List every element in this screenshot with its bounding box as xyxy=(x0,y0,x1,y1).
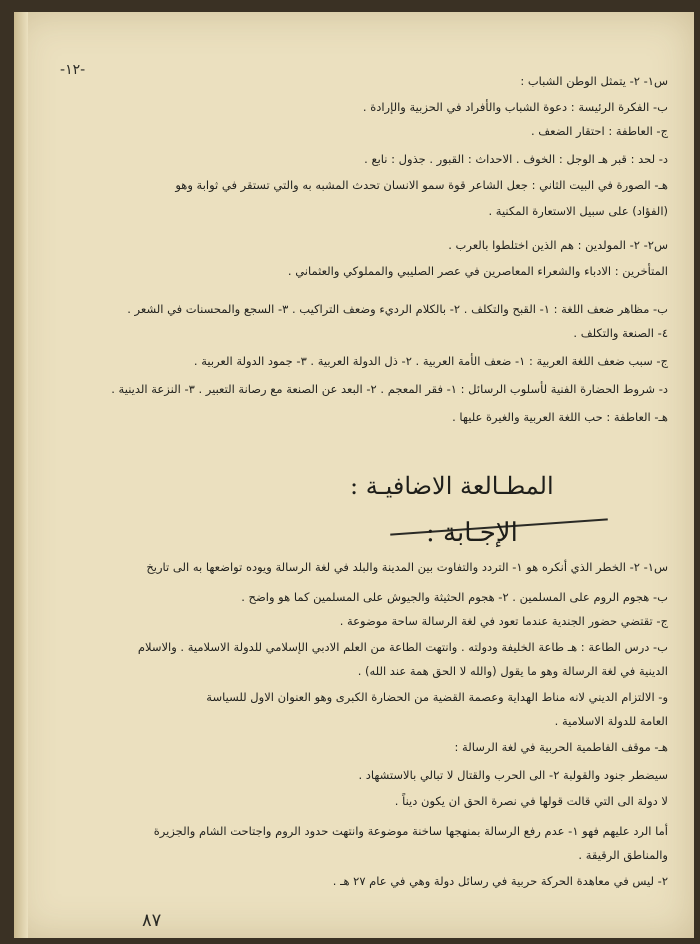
text-line-14: س١- ٢- الخطر الذي أنكره هو ١- التردد والتفاوت بين المدينة والبلد في لغة الرسالة ويوده تواضعها به الى تاريخ xyxy=(146,560,668,574)
text-line-26: ٢- ليس في معاهدة الحركة حربية في رسائل دولة وهي في عام ٢٧ هـ . xyxy=(332,874,668,888)
answer-heading: الإجـابة : xyxy=(426,518,518,548)
text-line-7: س٢- ٢- المولدين : هم الذين اختلطوا بالعرب . xyxy=(448,238,668,252)
text-line-19: و- الالتزام الديني لانه مناط الهداية وعصمة القضية من الحضارة الكبرى وهو العنوان الاول للسياسة xyxy=(206,690,668,704)
text-line-22: سيضطر جنود والقولبة ٢- الى الحرب والقتال لا تبالي بالاستشهاد . xyxy=(358,768,668,782)
text-line-25: والمناطق الرقيقة . xyxy=(578,848,668,862)
text-line-10: ٤- الصنعة والتكلف . xyxy=(573,326,668,340)
text-line-16: ج- تقتضي حضور الجندية عندما تعود في لغة الرسالة ساحة موضوعة . xyxy=(339,614,668,628)
text-line-21: هـ- موقف الفاطمية الحربية في لغة الرسالة : xyxy=(454,740,668,754)
page-fold-shadow xyxy=(14,12,28,938)
text-line-2: ب- الفكرة الرئيسة : دعوة الشباب والأفراد في الحزبية والإرادة . xyxy=(362,100,668,114)
text-line-23: لا دولة الى التي قالت قولها في نصرة الحق ان يكون ديناً . xyxy=(394,794,668,808)
section-heading: المطـالعة الاضافيـة : xyxy=(350,472,554,500)
text-line-3: ج- العاطفة : احتقار الضعف . xyxy=(530,124,668,138)
text-line-20: العامة للدولة الاسلامية . xyxy=(554,714,668,728)
text-line-15: ب- هجوم الروم على المسلمين . ٢- هجوم الحثيثة والجيوش على المسلمين كما هو واضح . xyxy=(241,590,668,604)
text-line-9: ب- مظاهر ضعف اللغة : ١- القبح والتكلف . ٢- بالكلام الرديء وضعف التراكيب . ٣- السجع والمحسنات في الشعر . xyxy=(127,302,668,316)
text-line-5: هـ- الصورة في البيت الثاني : جعل الشاعر قوة سمو الانسان تحدث المشبه به والتي تستقر في ثوابة وهو xyxy=(175,178,668,192)
corner-page-mark: -١٢- xyxy=(60,62,86,78)
text-line-18: الدينية في لغة الرسالة وهو ما يقول (والله لا الحق همة عند الله) . xyxy=(357,664,668,678)
text-line-6: (الفؤاد) على سبيل الاستعارة المكنية . xyxy=(488,204,668,218)
text-line-8: المتأخرين : الادباء والشعراء المعاصرين في عصر الصليبي والمملوكي والعثماني . xyxy=(287,264,668,278)
notebook-page xyxy=(14,12,694,938)
text-line-17: ب- درس الطاعة : هـ طاعة الخليفة ودولته . وانتهت الطاعة من العلم الادبي الإسلامي للدولة الاسلامية . والاسلام xyxy=(137,640,668,654)
text-line-24: أما الرد عليهم فهو ١- عدم رفع الرسالة بمنهجها ساخنة موضوعة وانتهت حدود الروم واجتاحت الشام والجزيرة xyxy=(153,824,668,838)
text-line-11: ج- سبب ضعف اللغة العربية : ١- ضعف الأمة العربية . ٢- ذل الدولة العربية . ٣- جمود الدولة العربية . xyxy=(193,354,668,368)
text-line-1: س١- ٢- يتمثل الوطن الشباب : xyxy=(520,74,668,88)
text-line-12: د- شروط الحضارة الفنية لأسلوب الرسائل : ١- فقر المعجم . ٢- البعد عن الصنعة مع رصانة التعبير . ٣- النزعة الدينية . xyxy=(111,382,668,396)
text-line-4: د- لحد : قبر هـ الوجل : الخوف . الاحداث : القبور . جذول : نابع . xyxy=(364,152,668,166)
text-line-13: هـ- العاطفة : حب اللغة العربية والغيرة عليها . xyxy=(452,410,668,424)
page-number: ٨٧ xyxy=(142,910,162,931)
